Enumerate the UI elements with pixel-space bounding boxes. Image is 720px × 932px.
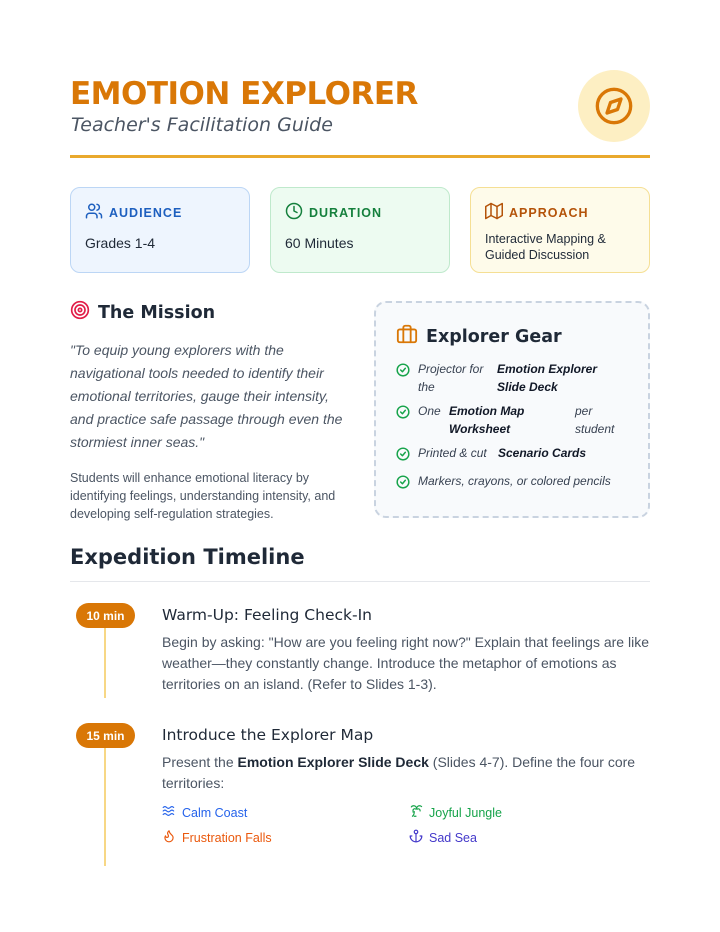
timeline-line [104, 748, 106, 866]
step-title: Warm-Up: Feeling Check-In [162, 606, 372, 624]
step-text: Present the Emotion Explorer Slide Deck (Slides 4-7). Define the four core territories: [162, 754, 636, 791]
target-icon [70, 300, 90, 325]
timeline-divider [70, 581, 650, 582]
waves-icon [162, 804, 176, 821]
check-circle-icon [396, 475, 410, 494]
compass-icon [578, 70, 650, 142]
step-text: Begin by asking: "How are you feeling right now?" Explain that feelings are like weather—they constantly change. Introduce the metaphor of emotions as territories on an island. (Refer to Slides 1-3). [162, 634, 649, 692]
gear-item: Projector for the Emotion Explorer Slide Deck [396, 360, 628, 396]
page-subtitle: Teacher's Facilitation Guide [71, 114, 333, 136]
flame-icon [162, 829, 176, 846]
audience-label: AUDIENCE [109, 205, 183, 220]
header-divider [70, 155, 650, 158]
time-badge: 15 min [76, 723, 135, 748]
gear-item: Printed & cut Scenario Cards [396, 444, 628, 466]
gear-item: One Emotion Map Worksheet per student [396, 402, 628, 438]
map-icon [485, 202, 503, 223]
mission-description: Students will enhance emotional literacy by identifying feelings, understanding intensity, and developing self-regulation strategies. [70, 471, 336, 521]
timeline-line [104, 628, 106, 698]
users-icon [85, 202, 103, 223]
timeline-heading: Expedition Timeline [70, 545, 305, 569]
gear-item: Markers, crayons, or colored pencils [396, 472, 628, 494]
audience-card [70, 187, 250, 273]
approach-value: Interactive Mapping & Guided Discussion [485, 232, 606, 262]
step-title: Introduce the Explorer Map [162, 726, 374, 744]
clock-icon [285, 202, 303, 223]
mission-quote: "To equip young explorers with the navigational tools needed to identify their emotional territories, gauge their intensity, and practice safe passage through even the stormiest inner seas." [70, 342, 343, 450]
territory-list [162, 804, 652, 846]
territory-sad-sea: Sad Sea [409, 829, 656, 846]
duration-card [270, 187, 450, 273]
mission-section [70, 300, 355, 523]
gear-heading: Explorer Gear [426, 326, 562, 347]
approach-label: APPROACH [509, 205, 589, 220]
territory-frustration-falls: Frustration Falls [162, 829, 409, 846]
check-circle-icon [396, 405, 410, 424]
territory-joyful-jungle: Joyful Jungle [409, 804, 656, 821]
duration-value: 60 Minutes [285, 235, 354, 251]
check-circle-icon [396, 447, 410, 466]
palm-tree-icon [409, 804, 423, 821]
page-header [70, 72, 650, 158]
anchor-icon [409, 829, 423, 846]
duration-label: DURATION [309, 205, 383, 220]
gear-list [396, 360, 628, 494]
approach-card [470, 187, 650, 273]
territory-calm-coast: Calm Coast [162, 804, 409, 821]
audience-value: Grades 1-4 [85, 235, 156, 251]
page-title: EMOTION EXPLORER [70, 76, 418, 112]
explorer-gear-panel [374, 301, 650, 518]
briefcase-icon [396, 323, 418, 350]
mission-heading: The Mission [98, 302, 216, 323]
check-circle-icon [396, 363, 410, 382]
time-badge: 10 min [76, 603, 135, 628]
